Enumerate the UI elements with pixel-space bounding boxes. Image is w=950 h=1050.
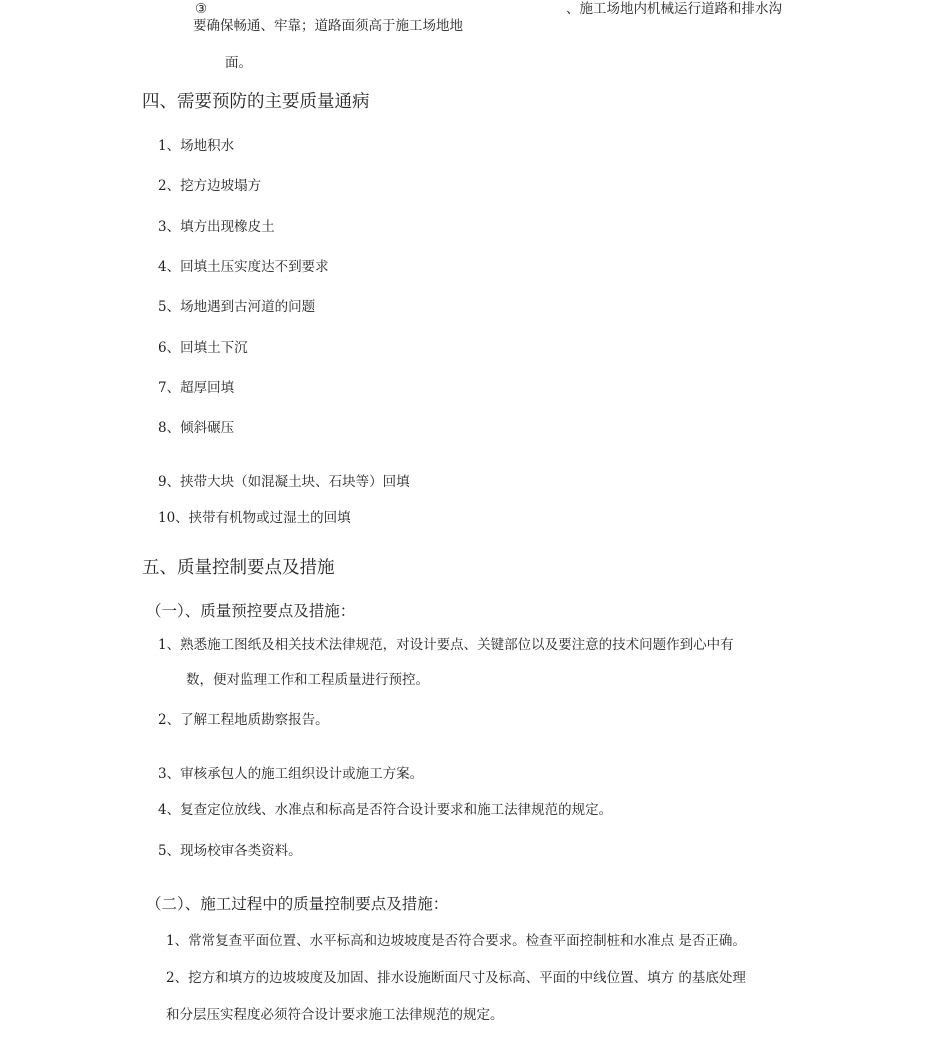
list-item: 8、倾斜碾压 xyxy=(158,420,235,436)
list-item: 9、挟带大块（如混凝土块、石块等）回填 xyxy=(158,474,410,490)
subsection-heading: （一）、质量预控要点及措施： xyxy=(146,602,356,620)
circled-number: ③ xyxy=(195,1,208,17)
list-item: 3、填方出现橡皮土 xyxy=(158,219,275,235)
list-item: 5、现场校审各类资料。 xyxy=(158,843,302,859)
list-item: 4、回填土压实度达不到要求 xyxy=(158,259,329,275)
list-item: 7、超厚回填 xyxy=(158,380,235,396)
list-item: 2、挖方和填方的边坡坡度及加固、排水设施断面尺寸及标高、平面的中线位置、填方 的基底处理 xyxy=(166,970,746,986)
list-item: 2、了解工程地质勘察报告。 xyxy=(158,712,329,728)
intro-fragment-right: 、施工场地内机械运行道路和排水沟 xyxy=(566,1,782,17)
list-item: 1、场地积水 xyxy=(158,138,235,154)
list-item: 4、复查定位放线、水准点和标高是否符合设计要求和施工法律规范的规定。 xyxy=(158,802,613,818)
list-item: 6、回填土下沉 xyxy=(158,340,248,356)
list-item: 1、常常复查平面位置、水平标高和边坡坡度是否符合要求。检查平面控制桩和水准点 是否正确。 xyxy=(166,933,746,949)
intro-line: 面。 xyxy=(225,55,252,71)
list-item: 1、熟悉施工图纸及相关技术法律规范，对设计要点、关键部位以及要注意的技术问题作到心中有 xyxy=(158,637,734,653)
list-item: 10、挟带有机物或过湿土的回填 xyxy=(158,510,351,526)
list-item: 2、挖方边坡塌方 xyxy=(158,178,262,194)
subsection-heading: （二）、施工过程中的质量控制要点及措施： xyxy=(146,895,449,913)
list-item-continuation: 和分层压实程度必须符合设计要求施工法律规范的规定。 xyxy=(166,1007,504,1023)
intro-line: 要确保畅通、牢靠；道路面须高于施工场地地 xyxy=(193,18,463,34)
list-item: 3、审核承包人的施工组织设计或施工方案。 xyxy=(158,766,424,782)
section-heading: 五、质量控制要点及措施 xyxy=(142,558,335,578)
list-item-continuation: 数，便对监理工作和工程质量进行预控。 xyxy=(186,672,429,688)
section-heading: 四、需要预防的主要质量通病 xyxy=(142,92,370,112)
list-item: 5、场地遇到古河道的问题 xyxy=(158,299,316,315)
